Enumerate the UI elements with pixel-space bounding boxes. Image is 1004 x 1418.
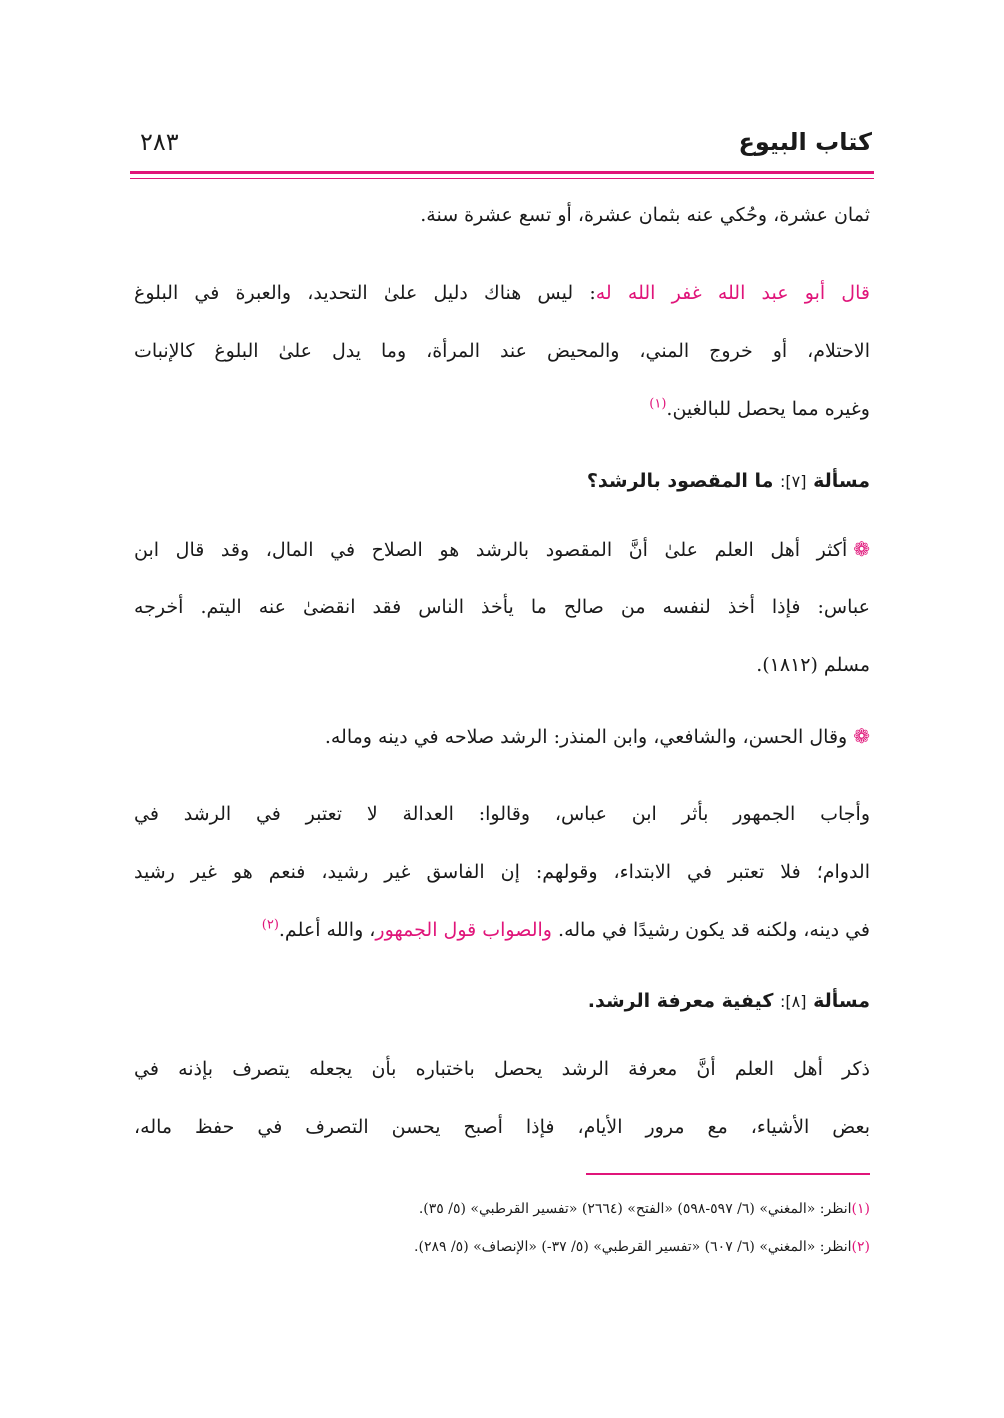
heading-line bbox=[134, 972, 870, 1030]
paragraph-text: ، والله أعلم. bbox=[278, 919, 376, 941]
question-label: مسألة bbox=[813, 470, 870, 492]
paragraph-text: أكثر أهل العلم علىٰ أنَّ المقصود بالرشد هو الصلاح في المال، وقد قال ابن bbox=[134, 539, 848, 561]
page-number: ٢٨٣ bbox=[140, 128, 179, 156]
paragraph-line bbox=[134, 901, 870, 959]
paragraph-author-comment bbox=[134, 264, 870, 438]
body-block-1 bbox=[134, 186, 870, 244]
footnote-mark: (١) bbox=[851, 1201, 870, 1217]
paragraph-line bbox=[134, 264, 870, 322]
footnote-text: انظر: «المغني» (٦/ ٥٩٧-٥٩٨) «الفتح» (٢٦٦٤) «تفسير القرطبي» (٥/ ٣٥). bbox=[418, 1201, 852, 1217]
paragraph-other-view bbox=[134, 707, 870, 765]
footnote-mark: (٢) bbox=[851, 1239, 870, 1255]
question-number: [٧]: bbox=[780, 472, 807, 491]
paragraph-line: بعض الأشياء، مع مرور الأيام، فإذا أصبح يحسن التصرف في حفظ ماله، bbox=[134, 1116, 870, 1138]
running-header bbox=[132, 128, 872, 162]
paragraph-line: مسلم (١٨١٢). bbox=[756, 654, 870, 676]
paragraph-line: ذكر أهل العلم أنَّ معرفة الرشد يحصل باختباره بأن يجعله يتصرف بإذنه في bbox=[134, 1058, 870, 1080]
author-label: قال أبو عبد الله غفر الله له bbox=[595, 282, 870, 304]
paragraph-how-to-know bbox=[134, 1040, 870, 1156]
question-7-heading bbox=[134, 452, 870, 510]
footnote-text: انظر: «المغني» (٦/ ٦٠٧) «تفسير القرطبي» (٥/ ٣٧-) «الإنصاف» (٥/ ٢٨٩). bbox=[414, 1239, 852, 1255]
heading-line bbox=[134, 452, 870, 510]
question-8-heading bbox=[134, 972, 870, 1030]
question-label: مسألة bbox=[813, 990, 870, 1012]
conclusion-highlight: والصواب قول الجمهور bbox=[375, 919, 552, 941]
paragraph-line: وأجاب الجمهور بأثر ابن عباس، وقالوا: العدالة لا تعتبر في الرشد في bbox=[134, 803, 870, 825]
paragraph-line: الدوام؛ فلا تعتبر في الابتداء، وقولهم: إن الفاسق غير رشيد، فنعم هو غير رشيد bbox=[134, 861, 870, 883]
paragraph-majority-view bbox=[134, 520, 870, 694]
paragraph-text: في دينه، ولكنه قد يكون رشيدًا في ماله. bbox=[558, 919, 870, 941]
footnote-1 bbox=[134, 1190, 870, 1228]
footnote-ref-1[interactable]: (١) bbox=[649, 396, 667, 412]
paragraph-line: عباس: فإذا أخذ لنفسه من صالح ما يأخذ الناس فقد انقضىٰ عنه اليتم. أخرجه bbox=[134, 596, 870, 618]
paragraph-text: وقال الحسن، والشافعي، وابن المنذر: الرشد صلاحه في دينه وماله. bbox=[324, 726, 848, 748]
footnote-2 bbox=[134, 1228, 870, 1266]
header-rule-thick bbox=[130, 171, 874, 174]
question-number: [٨]: bbox=[780, 992, 807, 1011]
question-title: ما المقصود بالرشد؟ bbox=[586, 470, 774, 492]
paragraph-text: وغيره مما يحصل للبالغين. bbox=[666, 398, 870, 420]
header-rule-thin bbox=[130, 178, 874, 179]
footnote-separator bbox=[586, 1173, 870, 1175]
paragraph-text: : ليس هناك دليل علىٰ التحديد، والعبرة في البلوغ bbox=[134, 282, 596, 304]
paragraph-response bbox=[134, 785, 870, 959]
paragraph-line bbox=[134, 380, 870, 438]
footnote-ref-2[interactable]: (٢) bbox=[261, 917, 279, 933]
paragraph-line bbox=[134, 707, 870, 765]
paragraph-line bbox=[134, 520, 870, 578]
paragraph-line: الاحتلام، أو خروج المني، والمحيض عند المرأة، وما يدل علىٰ البلوغ كالإنبات bbox=[134, 340, 870, 362]
bullet-flower-icon: ❁ bbox=[853, 724, 870, 748]
book-title: كتاب البيوع bbox=[738, 128, 872, 156]
intro-line: ثمان عشرة، وحُكي عنه بثمان عشرة، أو تسع عشرة سنة. bbox=[420, 204, 870, 226]
bullet-flower-icon: ❁ bbox=[853, 537, 870, 561]
footnotes bbox=[134, 1190, 870, 1266]
question-title: كيفية معرفة الرشد. bbox=[587, 990, 774, 1012]
